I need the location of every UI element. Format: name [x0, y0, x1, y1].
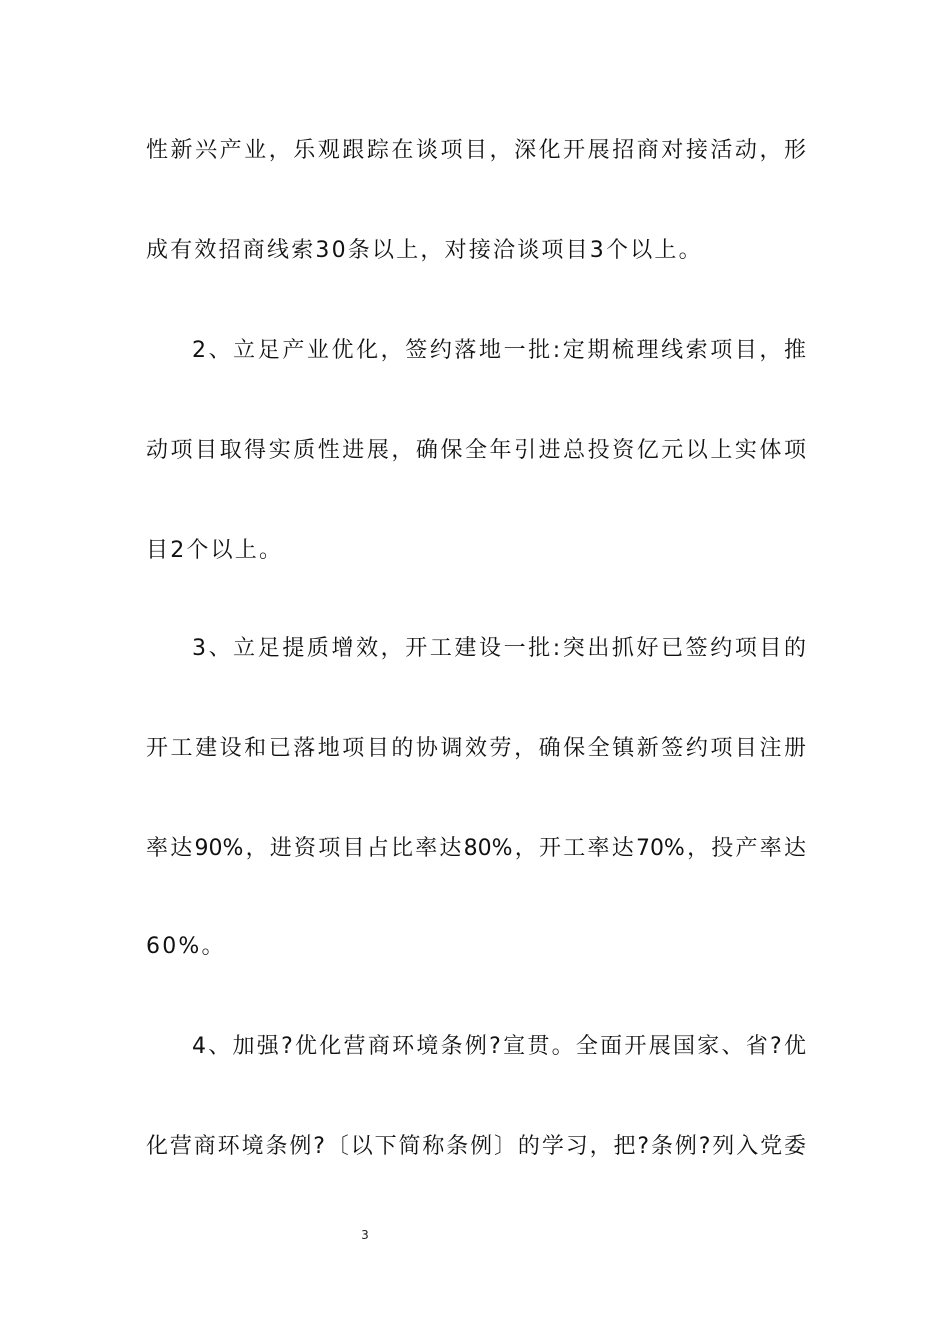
paragraph-line: 化营商环境条例?〔以下简称条例〕的学习，把?条例?列入党委: [146, 1134, 806, 1159]
paragraph-line: 性新兴产业，乐观跟踪在谈项目，深化开展招商对接活动，形: [146, 138, 806, 163]
paragraph-line: 60%。: [146, 934, 226, 959]
page-number: 3: [361, 1228, 369, 1242]
paragraph-line: 3、立足提质增效，开工建设一批:突出抓好已签约项目的: [192, 636, 806, 661]
paragraph-line: 2、立足产业优化，签约落地一批:定期梳理线索项目，推: [192, 338, 806, 363]
paragraph-line: 率达90%，进资项目占比率达80%，开工率达70%，投产率达: [146, 836, 806, 861]
paragraph-line: 目2个以上。: [146, 538, 284, 563]
paragraph-line: 开工建设和已落地项目的协调效劳，确保全镇新签约项目注册: [146, 736, 806, 761]
paragraph-line: 4、加强?优化营商环境条例?宣贯。全面开展国家、省?优: [192, 1034, 806, 1059]
paragraph-line: 成有效招商线索30条以上，对接洽谈项目3个以上。: [146, 238, 703, 263]
paragraph-line: 动项目取得实质性进展，确保全年引进总投资亿元以上实体项: [146, 438, 806, 463]
